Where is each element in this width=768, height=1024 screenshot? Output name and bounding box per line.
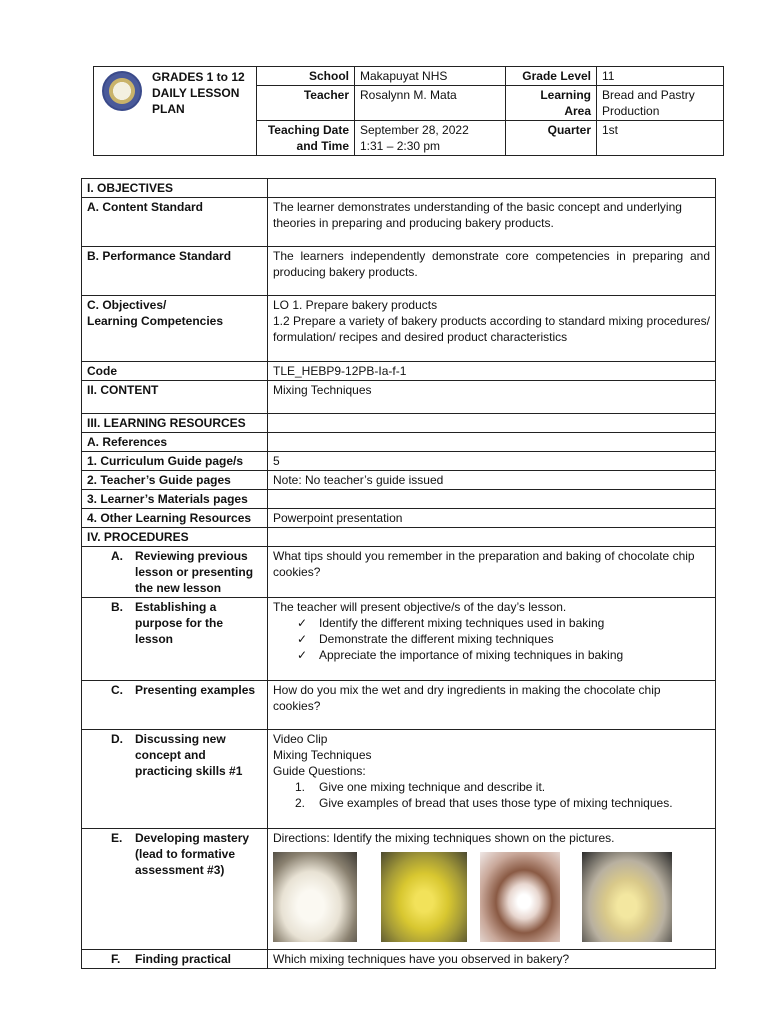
step-f-text: Which mixing techniques have you observed in bakery? bbox=[268, 950, 716, 969]
step-d-label bbox=[82, 730, 268, 829]
title-line-2: DAILY LESSON bbox=[152, 86, 240, 100]
table-row bbox=[82, 598, 716, 681]
step-d-title: Discussing new concept and practicing skills #1 bbox=[135, 732, 243, 778]
list-item: ✓ Appreciate the importance of mixing techniques in baking bbox=[297, 648, 624, 662]
resources-heading: III. LEARNING RESOURCES bbox=[82, 414, 268, 433]
quarter-value: 1st bbox=[597, 121, 724, 156]
video-clip-label: Video Clip bbox=[273, 732, 328, 746]
table-row bbox=[82, 452, 716, 471]
lesson-plan-table bbox=[81, 178, 716, 969]
step-f-letter: F. bbox=[111, 952, 121, 966]
logo-cell bbox=[94, 67, 257, 156]
table-row bbox=[82, 730, 716, 829]
plan-title bbox=[152, 69, 262, 117]
table-row bbox=[82, 528, 716, 547]
checkmark-icon: ✓ bbox=[297, 616, 308, 630]
table-row bbox=[82, 179, 716, 198]
step-e-label bbox=[82, 829, 268, 950]
objectives-heading: I. OBJECTIVES bbox=[82, 179, 268, 198]
list-item: ✓ Demonstrate the different mixing techniques bbox=[297, 632, 554, 646]
step-b-title: Establishing a purpose for the lesson bbox=[135, 600, 224, 646]
learners-materials-label: 3. Learner’s Materials pages bbox=[82, 490, 268, 509]
step-b-text: The teacher will present objective/s of the day’s lesson. bbox=[273, 600, 567, 614]
objective-competency: 1.2 Prepare a variety of bakery products according to standard mixing procedures/ formulation/ recipes and desired product characteristics bbox=[273, 314, 710, 344]
content-label: II. CONTENT bbox=[82, 381, 268, 414]
table-row bbox=[82, 296, 716, 362]
table-row bbox=[82, 471, 716, 490]
content-value: Mixing Techniques bbox=[268, 381, 716, 414]
step-b-content bbox=[268, 598, 716, 681]
table-row bbox=[82, 414, 716, 433]
objectives-label-1: C. Objectives/ bbox=[87, 298, 167, 312]
step-a-label bbox=[82, 547, 268, 598]
step-e-letter: E. bbox=[111, 831, 123, 845]
objective-lo: LO 1. Prepare bakery products bbox=[273, 298, 438, 312]
date-value-2: 1:31 – 2:30 pm bbox=[360, 139, 441, 153]
deped-seal-icon bbox=[102, 71, 142, 111]
table-row bbox=[82, 362, 716, 381]
school-value: Makapuyat NHS bbox=[355, 67, 506, 86]
table-row bbox=[82, 509, 716, 528]
mixing-pictures bbox=[273, 852, 710, 942]
other-resources-label: 4. Other Learning Resources bbox=[82, 509, 268, 528]
checkmark-icon: ✓ bbox=[297, 632, 308, 646]
table-row bbox=[82, 198, 716, 247]
whipped-cream-whisk-photo bbox=[273, 852, 357, 942]
area-label-2: Area bbox=[564, 104, 591, 118]
table-row bbox=[82, 681, 716, 730]
table-row bbox=[82, 547, 716, 598]
step-a-text: What tips should you remember in the preparation and baking of chocolate chip cookies? bbox=[268, 547, 716, 598]
objectives-label-2: Learning Competencies bbox=[87, 314, 224, 328]
area-value-2: Production bbox=[602, 104, 660, 118]
performance-standard-label: B. Performance Standard bbox=[82, 247, 268, 296]
objectives-text bbox=[268, 296, 716, 362]
references-label: A. References bbox=[82, 433, 268, 452]
quarter-label: Quarter bbox=[506, 121, 597, 156]
step-b-label bbox=[82, 598, 268, 681]
table-row bbox=[82, 433, 716, 452]
objectives-label bbox=[82, 296, 268, 362]
table-row bbox=[82, 490, 716, 509]
table-row bbox=[82, 950, 716, 969]
teachers-guide-label: 2. Teacher’s Guide pages bbox=[82, 471, 268, 490]
area-label-1: Learning bbox=[540, 88, 591, 102]
title-line-3: PLAN bbox=[152, 102, 185, 116]
content-standard-text: The learner demonstrates understanding of the basic concept and underlying theories in preparing and producing bakery products. bbox=[268, 198, 716, 247]
table-row bbox=[82, 247, 716, 296]
header-table bbox=[93, 66, 724, 156]
school-label: School bbox=[257, 67, 355, 86]
grade-value: 11 bbox=[597, 67, 724, 86]
date-label-1: Teaching Date bbox=[267, 123, 349, 137]
list-item: 1. Give one mixing technique and describe it. bbox=[295, 780, 546, 794]
teacher-value: Rosalynn M. Mata bbox=[355, 86, 506, 121]
date-value-1: September 28, 2022 bbox=[360, 123, 469, 137]
area-value-1: Bread and Pastry bbox=[602, 88, 695, 102]
step-b-letter: B. bbox=[111, 600, 123, 614]
folding-chocolate-photo bbox=[480, 852, 560, 942]
step-c-label bbox=[82, 681, 268, 730]
teacher-label: Teacher bbox=[257, 86, 355, 121]
step-c-text: How do you mix the wet and dry ingredients in making the chocolate chip cookies? bbox=[268, 681, 716, 730]
date-value bbox=[355, 121, 506, 156]
list-item: 2. Give examples of bread that uses those type of mixing techniques. bbox=[295, 796, 673, 810]
table-row bbox=[82, 829, 716, 950]
curriculum-guide-value: 5 bbox=[268, 452, 716, 471]
creamed-butter-photo bbox=[381, 852, 467, 942]
step-f-label bbox=[82, 950, 268, 969]
other-resources-value: Powerpoint presentation bbox=[268, 509, 716, 528]
step-e-title: Developing mastery (lead to formative assessment #3) bbox=[135, 831, 250, 877]
step-f-title: Finding practical bbox=[135, 952, 232, 966]
teachers-guide-value: Note: No teacher’s guide issued bbox=[268, 471, 716, 490]
procedures-heading: IV. PROCEDURES bbox=[82, 528, 268, 547]
cutting-in-dough-photo bbox=[582, 852, 672, 942]
step-e-content bbox=[268, 829, 716, 950]
performance-standard-text: The learners independently demonstrate core competencies in preparing and producing bakery products. bbox=[268, 247, 716, 296]
video-clip-title: Mixing Techniques bbox=[273, 748, 372, 762]
step-a-letter: A. bbox=[111, 549, 123, 563]
grade-label: Grade Level bbox=[506, 67, 597, 86]
step-a-title: Reviewing previous lesson or presenting the new lesson bbox=[135, 549, 254, 595]
objectives-checklist bbox=[273, 615, 710, 663]
date-label-2: and Time bbox=[296, 139, 349, 153]
curriculum-guide-label: 1. Curriculum Guide page/s bbox=[82, 452, 268, 471]
code-label: Code bbox=[82, 362, 268, 381]
checkmark-icon: ✓ bbox=[297, 648, 308, 662]
area-value bbox=[597, 86, 724, 121]
step-c-title: Presenting examples bbox=[135, 683, 256, 697]
guide-questions-list bbox=[273, 779, 710, 811]
step-e-directions: Directions: Identify the mixing techniques shown on the pictures. bbox=[273, 831, 615, 845]
list-item: ✓ Identify the different mixing techniques used in baking bbox=[297, 616, 605, 630]
step-c-letter: C. bbox=[111, 683, 123, 697]
date-label bbox=[257, 121, 355, 156]
guide-questions-label: Guide Questions: bbox=[273, 764, 366, 778]
step-d-content bbox=[268, 730, 716, 829]
step-d-letter: D. bbox=[111, 732, 123, 746]
content-standard-label: A. Content Standard bbox=[82, 198, 268, 247]
area-label bbox=[506, 86, 597, 121]
code-value: TLE_HEBP9-12PB-Ia-f-1 bbox=[268, 362, 716, 381]
title-line-1: GRADES 1 to 12 bbox=[152, 70, 245, 84]
table-row bbox=[82, 381, 716, 414]
